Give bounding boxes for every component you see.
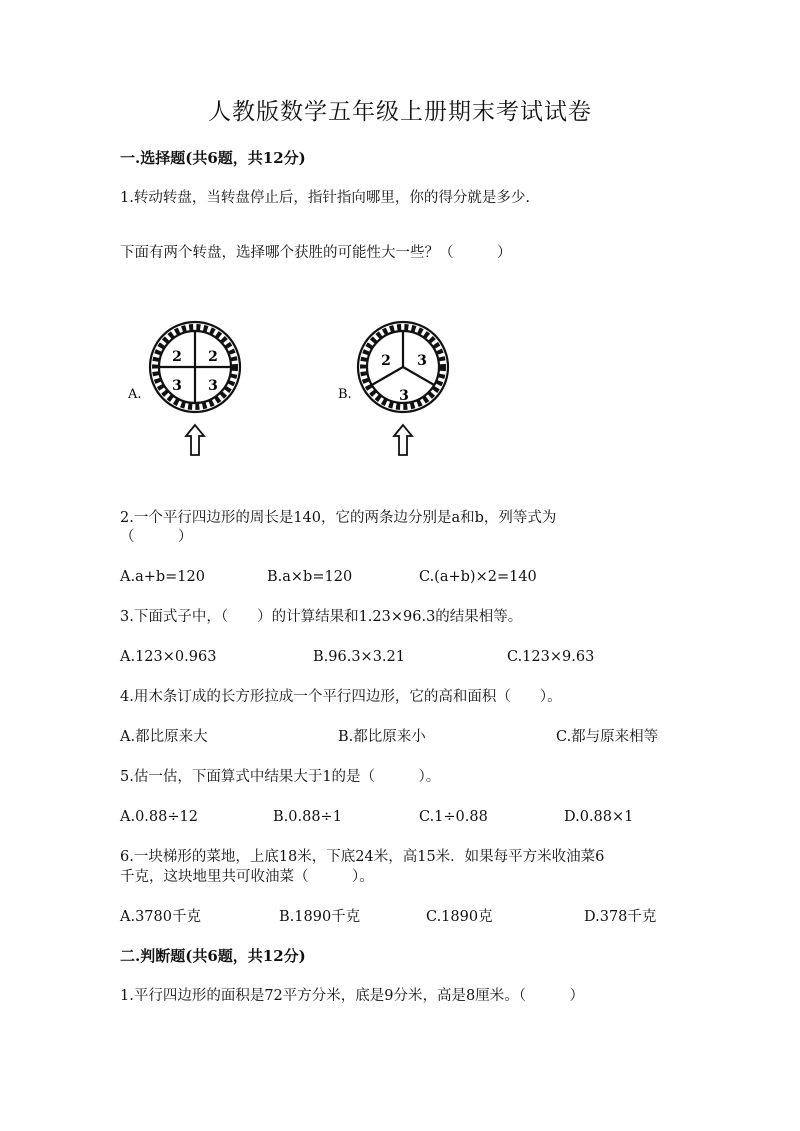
wheel-b-number: 2 xyxy=(381,353,391,369)
question-2-option-a: A.a+b=120 xyxy=(120,569,205,585)
question-4-option-c: C.都与原来相等 xyxy=(556,729,659,745)
question-4-option-b: B.都比原来小 xyxy=(338,729,426,745)
section-heading-choice: 一.选择题(共6题，共12分) xyxy=(120,149,306,167)
spinner-figure xyxy=(120,315,460,460)
wheel-a-number: 2 xyxy=(172,349,182,365)
question-6-line-1: 6.一块梯形的菜地，上底18米，下底24米，高15米．如果每平方米收油菜6 xyxy=(120,849,605,865)
question-5-option-b: B.0.88÷1 xyxy=(273,809,342,825)
wheel-a xyxy=(127,322,240,455)
question-2-option-b: B.a×b=120 xyxy=(267,569,353,585)
question-2-line-1: 2.一个平行四边形的周长是140，它的两条边分别是a和b，列等式为 xyxy=(120,510,557,526)
wheel-b-label: B. xyxy=(338,387,352,402)
question-1-line-2: 下面有两个转盘，选择哪个获胜的可能性大一些？（ ） xyxy=(120,245,512,261)
wheel-a-number: 3 xyxy=(208,378,218,394)
question-2-option-c: C.(a+b)×2=140 xyxy=(419,569,537,585)
wheel-a-label: A. xyxy=(128,387,142,402)
question-3-option-c: C.123×9.63 xyxy=(507,649,595,665)
question-6-option-d: D.378千克 xyxy=(584,909,657,925)
question-6-option-a: A.3780千克 xyxy=(120,909,201,925)
wheel-b-number: 3 xyxy=(399,388,409,404)
question-3-option-a: A.123×0.963 xyxy=(120,649,217,665)
question-6-option-b: B.1890千克 xyxy=(279,909,361,925)
pointer-arrow-icon xyxy=(186,425,204,455)
exam-title: 人教版数学五年级上册期末考试试卷 xyxy=(208,99,592,125)
wheel-b-number: 3 xyxy=(417,353,427,369)
wheel-b xyxy=(338,322,448,455)
question-5-option-c: C.1÷0.88 xyxy=(419,809,488,825)
question-6-option-c: C.1890克 xyxy=(426,909,493,925)
question-3-line-1: 3.下面式子中，（ ）的计算结果和1.23×96.3的结果相等。 xyxy=(120,609,523,625)
question-5-option-a: A.0.88÷12 xyxy=(120,809,198,825)
question-5-option-d: D.0.88×1 xyxy=(564,809,634,825)
wheel-a-number: 2 xyxy=(208,349,218,365)
judgement-question-1: 1.平行四边形的面积是72平方分米，底是9分米，高是8厘米。（ ） xyxy=(120,988,584,1004)
question-4-line-1: 4.用木条订成的长方形拉成一个平行四边形，它的高和面积（ ）。 xyxy=(120,689,562,705)
question-2-line-2: （ ） xyxy=(120,529,193,545)
question-6-line-2: 千克，这块地里共可收油菜（ ）。 xyxy=(120,869,374,885)
question-4-option-a: A.都比原来大 xyxy=(120,729,208,745)
question-3-option-b: B.96.3×3.21 xyxy=(313,649,405,665)
pointer-arrow-icon xyxy=(394,425,412,455)
question-5-line-1: 5.估一估，下面算式中结果大于1的是（ ）。 xyxy=(120,769,441,785)
question-1-line-1: 1.转动转盘，当转盘停止后，指针指向哪里，你的得分就是多少. xyxy=(120,190,530,206)
section-heading-judgement: 二.判断题(共6题，共12分) xyxy=(120,947,306,965)
wheel-a-number: 3 xyxy=(172,378,182,394)
